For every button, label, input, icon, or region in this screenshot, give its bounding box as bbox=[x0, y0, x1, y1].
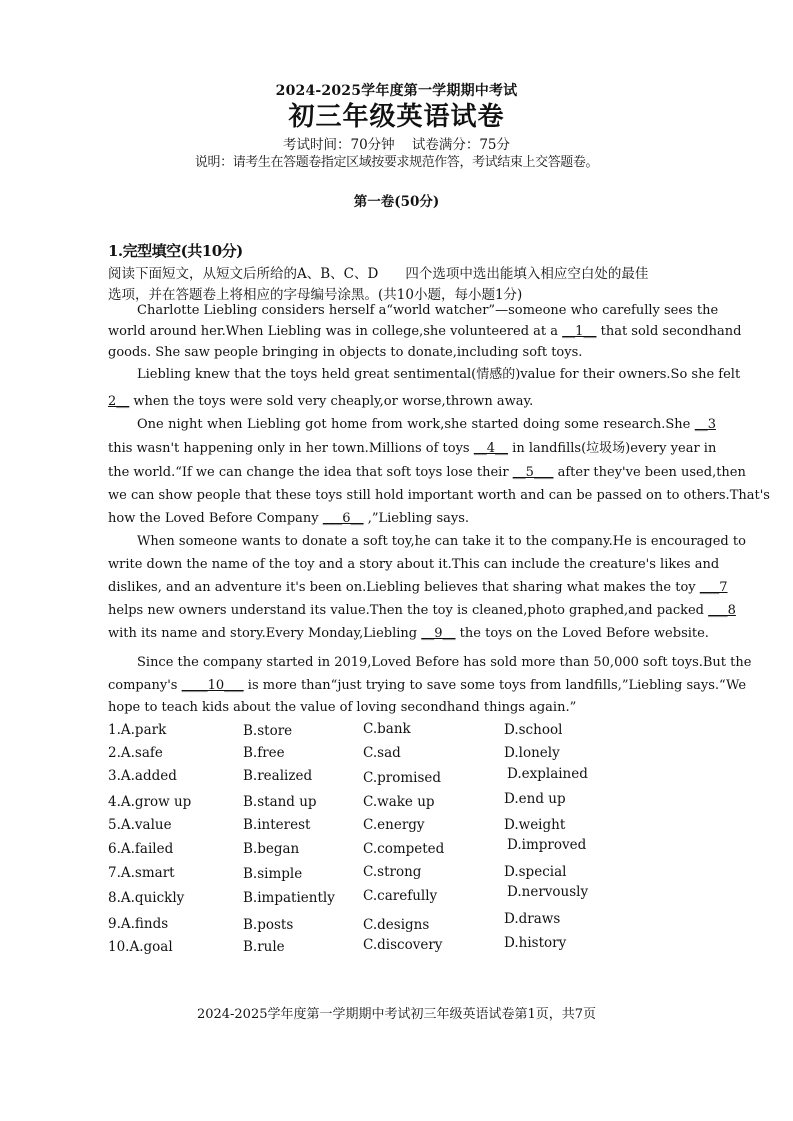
exam-note: 说明：请考生在答题卷指定区域按要求规范作答，考试结束上交答题卷。 bbox=[194, 155, 599, 170]
blank-2: 2__ bbox=[108, 394, 130, 409]
option-7-a: 7.A.smart bbox=[108, 865, 175, 881]
passage-line: When someone wants to donate a soft toy,he can take it to the company.He is encouraged to bbox=[137, 534, 746, 549]
option-7-b: B.simple bbox=[243, 866, 303, 882]
option-9-a: 9.A.finds bbox=[108, 916, 169, 932]
instruction-line-1: 阅读下面短文，从短文后所给的A、B、C、D 四个选项中选出能填入相应空白处的最佳 bbox=[108, 266, 649, 282]
option-9-d: D.draws bbox=[504, 911, 561, 927]
exam-main-title: 初三年级英语试卷 bbox=[288, 102, 505, 132]
blank-3: __3 bbox=[694, 417, 716, 432]
blank-8: ___8 bbox=[708, 603, 736, 618]
option-9-c: C.designs bbox=[363, 917, 430, 933]
passage-line: hope to teach kids about the value of loving secondhand things again.” bbox=[108, 700, 577, 715]
option-8-d: D.nervously bbox=[507, 884, 589, 900]
blank-1: __1__ bbox=[562, 324, 597, 339]
exam-time-info: 考试时间：70分钟 试卷满分：75分 bbox=[282, 137, 511, 153]
passage-line: world around her.When Liebling was in college,she volunteered at a __1__ that sold secondhand bbox=[108, 324, 742, 339]
blank-10: ____10___ bbox=[181, 678, 244, 693]
option-6-c: C.competed bbox=[363, 841, 445, 857]
instruction-line-2: 选项，并在答题卷上将相应的字母编号涂黑。(共10小题，每小题1分) bbox=[108, 287, 523, 303]
option-2-b: B.free bbox=[243, 745, 285, 761]
part-title: 第一卷(50分) bbox=[353, 194, 440, 210]
passage-line: helps new owners understand its value.Then the toy is cleaned,photo graphed,and packed ___8 bbox=[108, 603, 736, 618]
passage-line: Since the company started in 2019,Loved Before has sold more than 50,000 soft toys.But the bbox=[137, 655, 752, 670]
section-title: 1.完型填空(共10分) bbox=[108, 242, 243, 260]
option-3-a: 3.A.added bbox=[108, 768, 177, 784]
passage-line: One night when Liebling got home from work,she started doing some research.She __3 bbox=[137, 417, 716, 432]
option-3-b: B.realized bbox=[243, 768, 313, 784]
option-5-a: 5.A.value bbox=[108, 817, 172, 833]
option-4-c: C.wake up bbox=[363, 794, 435, 810]
option-7-c: C.strong bbox=[363, 864, 422, 880]
option-3-c: C.promised bbox=[363, 770, 442, 786]
option-5-b: B.interest bbox=[243, 817, 311, 833]
passage-line: write down the name of the toy and a story about it.This can include the creature's likes and bbox=[108, 557, 720, 572]
exam-year-title: 2024-2025学年度第一学期期中考试 bbox=[275, 83, 518, 99]
page-footer: 2024-2025学年度第一学期期中考试初三年级英语试卷第1页，共7页 bbox=[196, 1007, 597, 1022]
passage-line: dislikes, and an adventure it's been on.Liebling believes that sharing what makes the toy ___7 bbox=[108, 580, 728, 595]
option-4-b: B.stand up bbox=[243, 794, 317, 810]
passage-line: Liebling knew that the toys held great sentimental(情感的)value for their owners.So she felt bbox=[137, 367, 741, 382]
passage-line: Charlotte Liebling considers herself a“world watcher”—someone who carefully sees the bbox=[137, 303, 719, 318]
option-6-a: 6.A.failed bbox=[108, 841, 174, 857]
blank-6: ___6__ bbox=[322, 511, 364, 526]
passage-line: this wasn't happening only in her town.Millions of toys __4__ in landfills(垃圾场)every year in bbox=[108, 441, 717, 456]
option-4-a: 4.A.grow up bbox=[108, 794, 192, 810]
option-1-b: B.store bbox=[243, 723, 293, 739]
passage-line: how the Loved Before Company ___6__ ,”Liebling says. bbox=[108, 511, 470, 526]
passage-line: 2__ when the toys were sold very cheaply,or worse,thrown away. bbox=[108, 394, 534, 409]
option-1-d: D.school bbox=[504, 722, 563, 738]
option-2-d: D.lonely bbox=[504, 745, 560, 761]
option-3-d: D.explained bbox=[507, 766, 588, 782]
passage-line: with its name and story.Every Monday,Liebling __9__ the toys on the Loved Before website. bbox=[108, 626, 709, 641]
option-1-a: 1.A.park bbox=[108, 722, 167, 738]
passage-line: company's ____10___ is more than“just trying to save some toys from landfills,”Liebling says.“We bbox=[108, 678, 747, 693]
option-10-a: 10.A.goal bbox=[108, 939, 173, 955]
blank-9: __9__ bbox=[421, 626, 456, 641]
passage-line: the world.“If we can change the idea that soft toys lose their __5___ after they've been used,then bbox=[108, 465, 746, 480]
option-9-b: B.posts bbox=[243, 917, 294, 933]
blank-7: ___7 bbox=[699, 580, 728, 595]
option-6-b: B.began bbox=[243, 841, 300, 857]
option-4-d: D.end up bbox=[504, 791, 566, 807]
passage-line: we can show people that these toys still hold important worth and can be passed on to others.That's bbox=[108, 488, 770, 503]
option-8-c: C.carefully bbox=[363, 888, 438, 904]
option-1-c: C.bank bbox=[363, 721, 411, 737]
option-5-d: D.weight bbox=[504, 817, 566, 833]
option-7-d: D.special bbox=[504, 864, 567, 880]
passage-line: goods. She saw people bringing in objects to donate,including soft toys. bbox=[108, 345, 583, 360]
option-5-c: C.energy bbox=[363, 817, 425, 833]
option-2-a: 2.A.safe bbox=[108, 745, 163, 761]
option-8-a: 8.A.quickly bbox=[108, 890, 185, 906]
blank-4: __4__ bbox=[473, 441, 509, 456]
blank-5: __5___ bbox=[512, 465, 554, 480]
option-10-d: D.history bbox=[504, 935, 567, 951]
option-2-c: C.sad bbox=[363, 745, 401, 761]
option-10-b: B.rule bbox=[243, 939, 285, 955]
option-8-b: B.impatiently bbox=[243, 890, 335, 906]
option-6-d: D.improved bbox=[507, 837, 587, 853]
option-10-c: C.discovery bbox=[363, 937, 443, 953]
